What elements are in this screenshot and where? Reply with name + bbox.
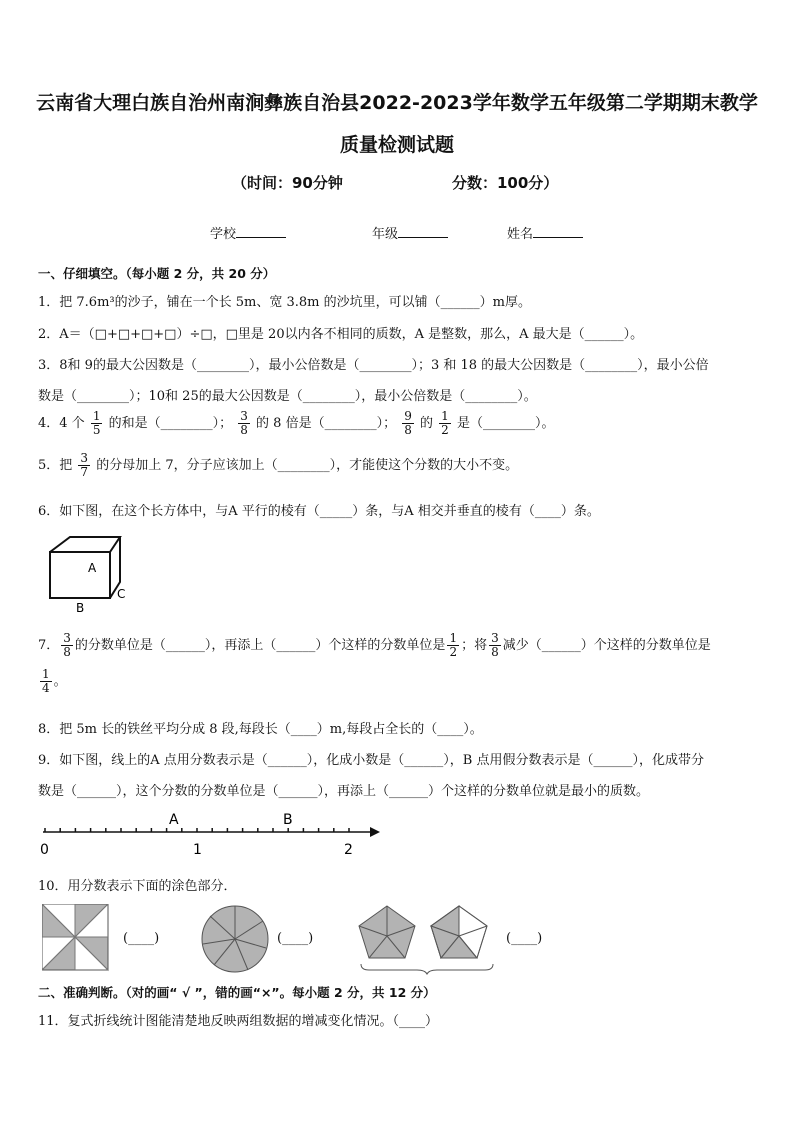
grade-blank[interactable]	[398, 225, 448, 238]
q7-part1: 的分数单位是（______），再添上（______）个这样的分数单位是	[74, 638, 446, 653]
grade-field	[372, 223, 448, 242]
section2-heading: 二、准确判断。（对的画“ √ ”，错的画“×”。每小题 2 分，共 12 分）	[38, 985, 436, 1000]
page-title-line2: 质量检测试题	[339, 134, 454, 156]
question-5	[38, 452, 518, 479]
answer-blank-2[interactable]: (____)	[277, 931, 314, 946]
question-10: 10．用分数表示下面的涂色部分．	[38, 879, 237, 894]
time-info: （时间：90分钟	[232, 174, 343, 192]
school-blank[interactable]	[236, 225, 286, 238]
q4-part2: 的和是（________）；	[108, 416, 233, 431]
q5-part1: 5．把	[38, 458, 73, 473]
name-blank[interactable]	[533, 225, 583, 238]
school-label: 学校	[210, 227, 237, 242]
question-4	[38, 410, 554, 437]
score-info: 分数：100分）	[452, 174, 559, 192]
q7-part3: 减少（______）个这样的分数单位是	[502, 638, 711, 653]
q7-part4: 。	[53, 674, 67, 689]
square-figure	[42, 904, 112, 974]
answer-blank-1[interactable]: (____)	[123, 931, 160, 946]
question-7-line2	[38, 668, 67, 695]
cuboid-label-c: C	[117, 587, 126, 601]
question-11: 11．复式折线统计图能清楚地反映两组数据的增减变化情况。（____）	[38, 1014, 439, 1029]
q7-fraction-4: $\frac{1}{4}$	[42, 667, 50, 695]
answer-blank-3[interactable]: (____)	[506, 931, 543, 946]
q4-part4: 的	[420, 416, 434, 431]
q4-fraction-3: $\frac{9}{8}$	[404, 409, 412, 437]
q4-part5: 是（________）。	[456, 416, 555, 431]
school-field	[210, 223, 286, 242]
number-line	[38, 806, 388, 860]
question-2: 2．A＝（□+□+□+□）÷□，□里是 20以内各不相同的质数，A 是整数，那么，A 最大是（______）。	[38, 327, 644, 342]
question-9-line2: 数是（______），这个分数的分数单位是（______），再添上（______）个这样的分数单位就是最小的质数。	[38, 784, 650, 799]
question-9-line1: 9．如下图，线上的A 点用分数表示是（______），化成小数是（______），B 点用假分数表示是（______），化成带分	[38, 753, 704, 768]
question-7	[38, 632, 711, 659]
cuboid-front-face	[50, 552, 110, 598]
section1-heading: 一、仔细填空。（每小题 2 分，共 20 分）	[38, 266, 276, 281]
point-b-label: B	[283, 812, 293, 828]
q4-part3: 的 8 倍是（________）；	[256, 416, 397, 431]
q7-fraction-1: $\frac{3}{8}$	[63, 631, 71, 659]
question-3-line1: 3．8和 9的最大公因数是（________），最小公倍数是（________）；3 和 18 的最大公因数是（________），最小公倍	[38, 358, 709, 373]
q4-fraction-4: $\frac{1}{2}$	[441, 409, 449, 437]
name-label: 姓名	[507, 227, 534, 242]
q7-fraction-2: $\frac{1}{2}$	[449, 631, 458, 659]
q5-fraction: $\frac{3}{7}$	[80, 451, 89, 479]
circle-figure	[200, 904, 270, 974]
q4-part1: 4．4 个	[38, 416, 85, 431]
question-6: 6．如下图，在这个长方体中，与A 平行的棱有（_____）条，与A 相交并垂直的棱有（____）条。	[38, 504, 600, 519]
cuboid-figure	[40, 532, 140, 618]
tick-label-0: 0	[40, 842, 49, 858]
question-3-line2: 数是（________）；10和 25的最大公因数是（________），最小公倍数是（________）。	[38, 389, 537, 404]
q7-part0: 7．	[38, 638, 60, 653]
q4-fraction-2: $\frac{3}{8}$	[240, 409, 248, 437]
tick-label-1: 1	[193, 842, 202, 858]
grade-label: 年级	[372, 227, 399, 242]
cuboid-label-a: A	[88, 561, 97, 575]
pentagons-brace	[361, 964, 493, 974]
pentagons-figure	[355, 902, 495, 976]
q7-fraction-3: $\frac{3}{8}$	[491, 631, 499, 659]
q7-part2: ；将	[461, 638, 488, 653]
question-8: 8．把 5m 长的铁丝平均分成 8 段,每段长（____）m,每段占全长的（____）。	[38, 722, 483, 737]
q4-fraction-1: $\frac{1}{5}$	[92, 409, 101, 437]
cuboid-label-b: B	[76, 601, 85, 615]
tick-label-2: 2	[344, 842, 353, 858]
name-field	[507, 223, 583, 242]
point-a-label: A	[169, 812, 179, 828]
q5-part2: 的分母加上 7，分子应该加上（________），才能使这个分数的大小不变。	[96, 458, 519, 473]
page-title-line1: 云南省大理白族自治州南涧彝族自治县2022-2023学年数学五年级第二学期期末教学	[36, 92, 758, 114]
question-1: 1．把 7.6m³的沙子，铺在一个长 5m、宽 3.8m 的沙坑里，可以铺（______）m厚。	[38, 295, 531, 310]
number-line-arrow	[370, 827, 380, 837]
cuboid-top-face	[50, 537, 120, 552]
